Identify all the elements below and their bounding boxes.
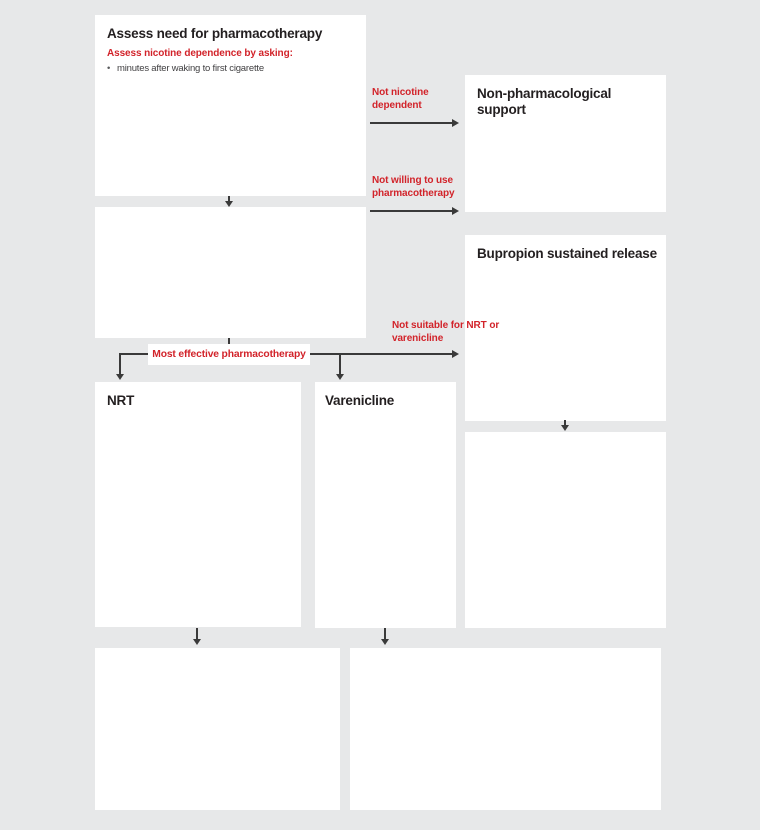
arrowhead-down-icon	[225, 201, 233, 207]
bupropion-title: Bupropion sustained release	[477, 246, 657, 261]
arrowhead-right-icon	[452, 119, 459, 127]
arrowhead-down-icon	[116, 374, 124, 380]
bullet-item	[107, 63, 359, 75]
arrowhead-down-icon	[193, 639, 201, 645]
connector-not-willing	[370, 210, 453, 212]
nicotine-dependent-box	[95, 207, 366, 338]
section-heading: Assess nicotine dependence by asking:	[107, 48, 293, 59]
non-pharmacological-support-box	[465, 75, 666, 212]
assess-need-title: Assess need for pharmacotherapy	[107, 26, 323, 41]
label-not-nicotine-dependent: Not nicotine dependent	[372, 87, 429, 111]
label-most-effective-pharmacotherapy: Most effective pharmacotherapy	[148, 344, 310, 365]
nrt-followup-box	[95, 648, 340, 810]
arrowhead-down-icon	[336, 374, 344, 380]
bullet-icon: •	[107, 63, 111, 74]
label-not-willing-pharmacotherapy: Not willing to use pharmacotherapy	[372, 175, 455, 199]
connector-branch-to-varenicline	[339, 353, 341, 374]
label-not-suitable-nrt-varenicline: Not suitable for NRT or varenicline	[392, 320, 500, 344]
connector-not-nicotine-dependent	[370, 122, 453, 124]
assess-need-body	[107, 47, 359, 75]
bupropion-followup-box	[465, 432, 666, 628]
assess-need-box	[95, 15, 366, 196]
nrt-box	[95, 382, 301, 627]
arrowhead-right-icon	[452, 207, 459, 215]
varenicline-title: Varenicline	[325, 393, 395, 408]
nrt-title: NRT	[107, 393, 135, 408]
bullet-text: minutes after waking to first cigarette	[117, 63, 264, 74]
non-pharmacological-support-title: Non-pharmacological support	[477, 86, 612, 117]
arrowhead-right-icon	[452, 350, 459, 358]
arrowhead-down-icon	[381, 639, 389, 645]
arrowhead-down-icon	[561, 425, 569, 431]
varenicline-followup-box	[350, 648, 661, 810]
connector-branch-to-nrt	[119, 353, 121, 374]
varenicline-box	[315, 382, 456, 628]
